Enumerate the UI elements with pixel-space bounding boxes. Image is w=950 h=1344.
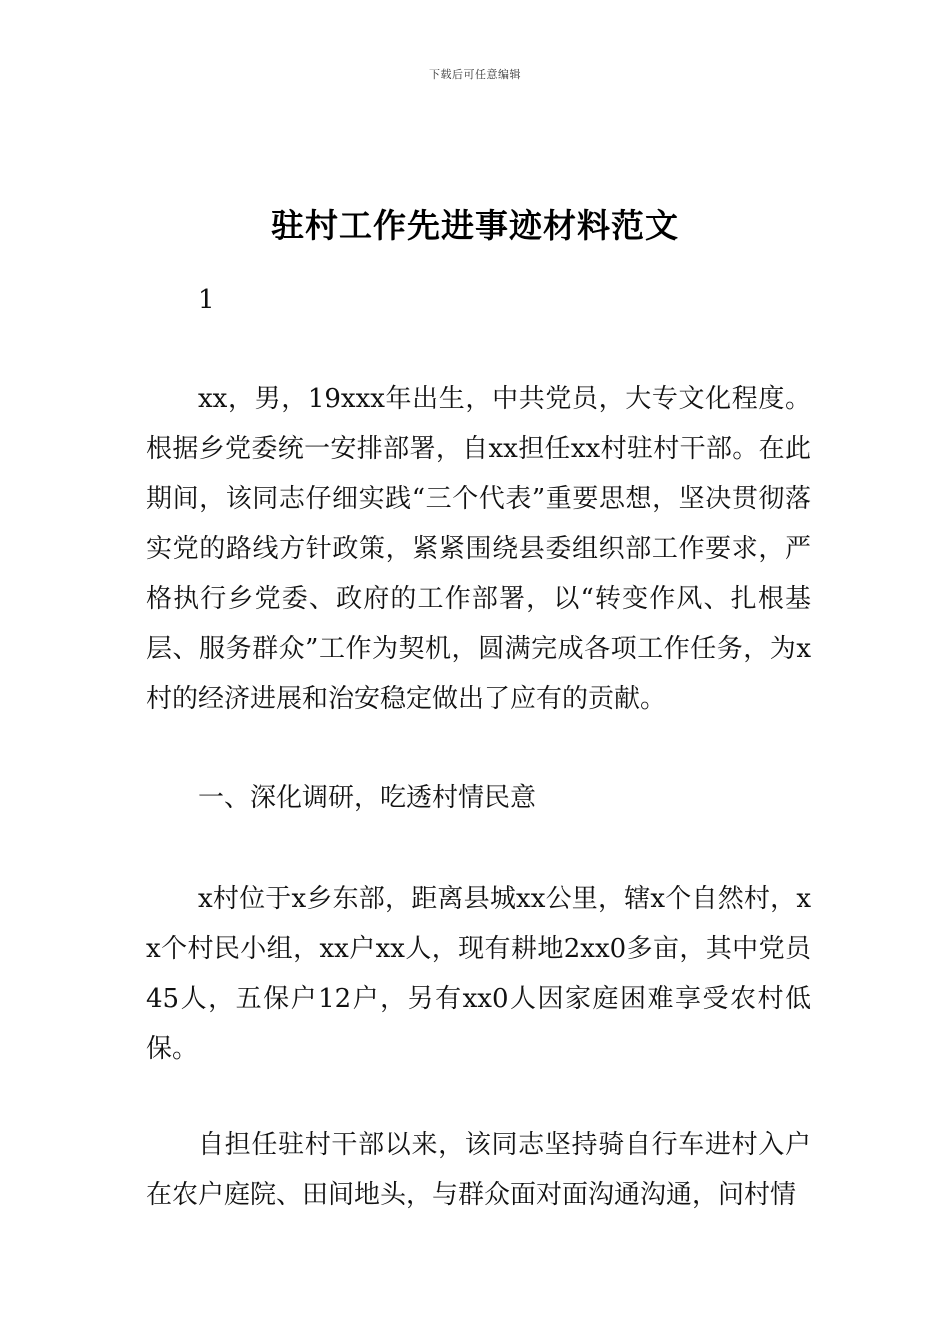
paragraph-work: 自担任驻村干部以来，该同志坚持骑自行车进村入户在农户庭院、田间地头，与群众面对面沟通沟通，问村情 <box>146 1130 811 1210</box>
section-heading-1: 一、深化调研，吃透村情民意 <box>198 783 537 813</box>
header-note: 下载后可任意编辑 <box>429 68 521 81</box>
paragraph-number: 1 <box>198 285 215 315</box>
paragraph-intro: xx，男，19xxx年出生，中共党员，大专文化程度。根据乡党委统一安排部署，自xx担任xx村驻村干部。在此期间，该同志仔细实践“三个代表”重要思想，坚决贯彻落实党的路线方针政策，紧紧围绕县委组织部工作要求，严格执行乡党委、政府的工作部署，以“转变作风、扎根基层、服务群众”工作为契机，圆满完成各项工作任务，为x村的经济进展和治安稳定做出了应有的贡献。 <box>146 384 811 714</box>
page-title: 驻村工作先进事迹材料范文 <box>271 206 679 246</box>
paragraph-village-info: x村位于x乡东部，距离县城xx公里，辖x个自然村，xx个村民小组，xx户xx人，现有耕地2xx0多亩，其中党员45人，五保户12户，另有xx0人因家庭困难享受农村低保。 <box>146 884 811 1064</box>
